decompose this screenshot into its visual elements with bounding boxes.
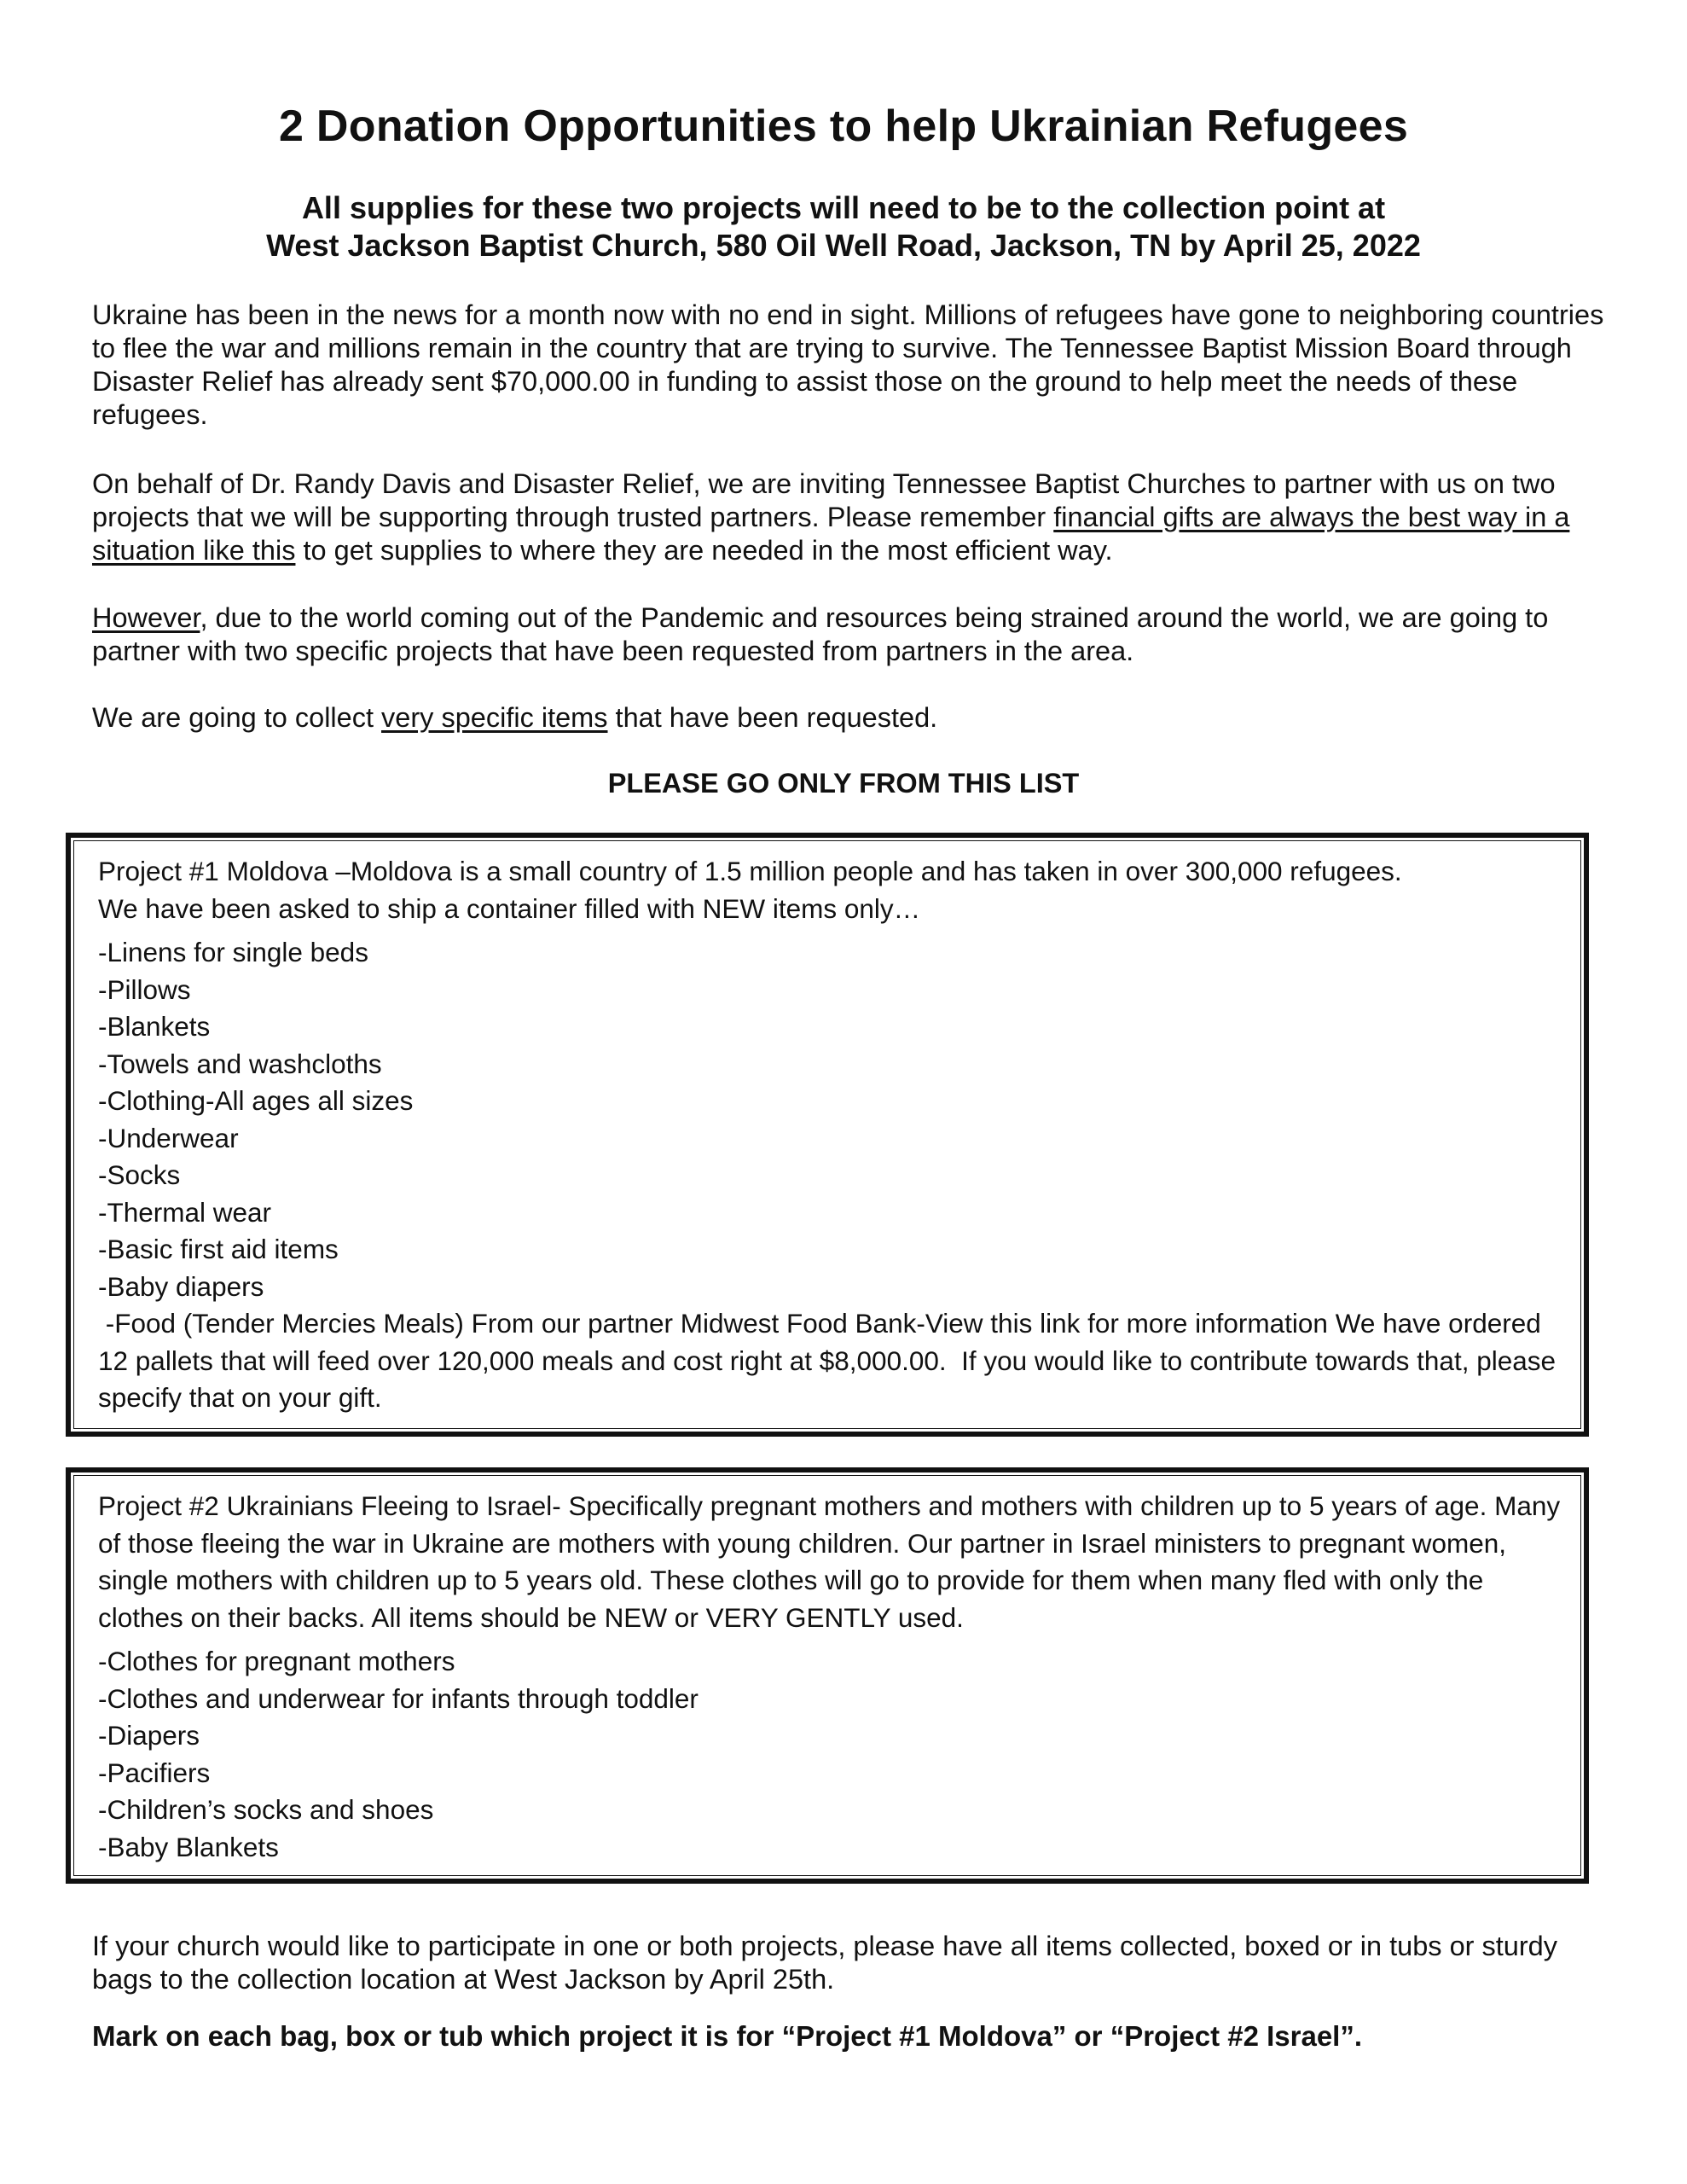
marking-instruction: Mark on each bag, box or tub which project it is for “Project #1 Moldova” or “Project #2 Israel”. xyxy=(92,2020,1363,2052)
project-1-intro xyxy=(98,853,1563,927)
list-item: -Diapers xyxy=(98,1720,200,1751)
partner-paragraph xyxy=(92,468,1610,567)
list-item: -Towels and washcloths xyxy=(98,1048,382,1079)
list-item: -Basic first aid items xyxy=(98,1234,339,1264)
list-item: -Underwear xyxy=(98,1122,239,1153)
page-title: 2 Donation Opportunities to help Ukrainian Refugees xyxy=(278,102,1409,151)
list-item: -Blankets xyxy=(98,1011,211,1042)
list-item: -Clothes for pregnant mothers xyxy=(98,1646,455,1676)
subtitle-line-2: West Jackson Baptist Church, 580 Oil Well Road, Jackson, TN by April 25, 2022 xyxy=(266,228,1421,263)
financial-gifts-emphasis: financial gifts are always the best way in a situation like this xyxy=(92,502,1570,566)
subtitle-line-1: All supplies for these two projects will need to be to the collection point at xyxy=(301,190,1386,225)
project-1-intro-line-1: Project #1 Moldova –Moldova is a small country of 1.5 million people and has taken in over 300,000 refugees. xyxy=(98,856,1402,886)
project-1-item-list xyxy=(98,934,1563,1417)
list-item: -Linens for single beds xyxy=(98,937,368,967)
pandemic-paragraph xyxy=(92,601,1610,668)
list-heading: PLEASE GO ONLY FROM THIS LIST xyxy=(607,768,1080,799)
however-emphasis: However xyxy=(92,602,200,633)
project-1-intro-line-2: We have been asked to ship a container filled with NEW items only… xyxy=(98,892,921,924)
project-2-item-list xyxy=(98,1643,1563,1866)
intro-paragraph: Ukraine has been in the news for a month now with no end in sight. Millions of refugees have gone to neighboring countries to flee the war and millions remain in the country that are trying to survive. The Tennessee Baptist Mission Board through Disaster Relief has already sent $70,000.00 in funding to assist those on the ground to help meet the needs of these refugees. xyxy=(92,299,1604,430)
specific-items-text: We are going to collect xyxy=(92,702,382,733)
project-1-box-inner xyxy=(73,840,1581,1429)
list-item: -Baby Blankets xyxy=(98,1831,279,1862)
project-2-intro: Project #2 Ukrainians Fleeing to Israel- Specifically pregnant mothers and mothers with children up to 5 years of age. Many of those fleeing the war in Ukraine are mothers with young children. Our partner in Israel ministers to pregnant women, single mothers with children up to 5 years old. These clothes will go to provide for them when many fled with only the clothes on their backs. All items should be NEW or VERY GENTLY used. xyxy=(98,1490,1561,1633)
project-1-box xyxy=(66,833,1589,1437)
specific-items-tail: that have been requested. xyxy=(607,702,938,733)
project-2-box xyxy=(66,1467,1589,1884)
list-item: -Children’s socks and shoes xyxy=(98,1794,434,1825)
project-2-box-inner xyxy=(73,1475,1581,1876)
closing-paragraph: If your church would like to participate in one or both projects, please have all items collected, boxed or in tubs or sturdy bags to the collection location at West Jackson by April 25th. xyxy=(92,1931,1557,1995)
pandemic-paragraph-text: , due to the world coming out of the Pandemic and resources being strained around the world, we are going to partner with two specific projects that have been requested from partners in the area. xyxy=(92,602,1549,666)
list-item: -Baby diapers xyxy=(98,1270,264,1302)
list-item: -Clothing-All ages all sizes xyxy=(98,1085,414,1116)
partner-paragraph-text: On behalf of Dr. Randy Davis and Disaster Relief, we are inviting Tennessee Baptist Churches to partner with us on two projects that we will be supporting through trusted partners. Please remember xyxy=(92,468,1556,532)
list-item: -Thermal wear xyxy=(98,1196,272,1228)
list-item: -Clothes and underwear for infants through toddler xyxy=(98,1682,699,1714)
specific-items-paragraph xyxy=(92,701,1610,735)
specific-items-emphasis: very specific items xyxy=(381,702,608,733)
partner-paragraph-tail: to get supplies to where they are needed in the most efficient way. xyxy=(295,535,1113,566)
list-item: -Socks xyxy=(98,1159,181,1190)
list-item: -Pillows xyxy=(98,973,191,1005)
collection-point-subtitle xyxy=(0,189,1687,264)
list-item: -Pacifiers xyxy=(98,1757,211,1788)
food-note: -Food (Tender Mercies Meals) From our partner Midwest Food Bank-View this link for more information We have ordered 12 pallets that will feed over 120,000 meals and cost right at $8,000.00. If you would like to contribute towards that, please specify that on your gift. xyxy=(98,1308,1563,1413)
